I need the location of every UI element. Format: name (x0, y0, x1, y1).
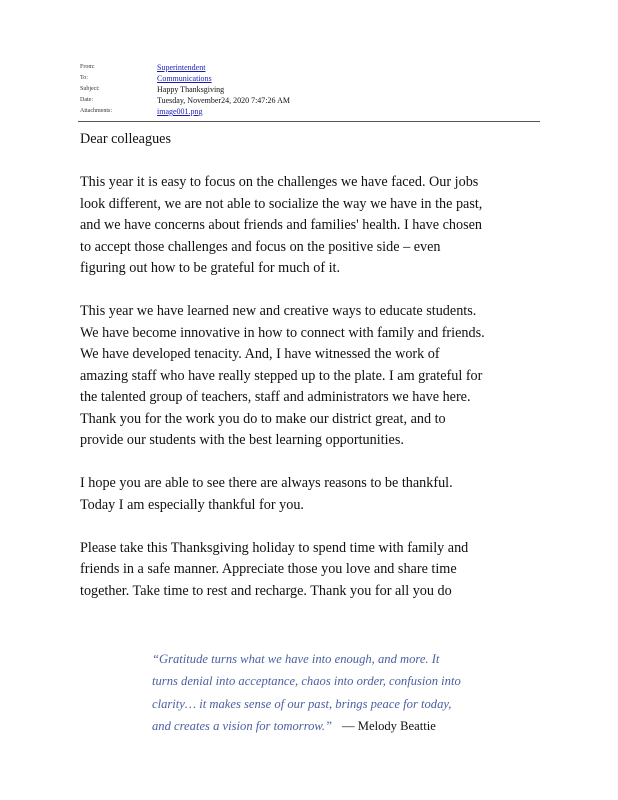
header-divider (78, 121, 540, 122)
subject-label: Subject: (80, 86, 100, 92)
text-line: This year we have learned new and creative ways to educate students. (80, 303, 477, 319)
greeting: Dear colleagues (80, 131, 171, 147)
header-row-date (80, 95, 290, 106)
quote-author: — Melody Beattie (342, 718, 436, 733)
date-label: Date: (80, 97, 93, 103)
paragraph-4 (80, 538, 550, 603)
quote-line: “Gratitude turns what we have into enough, and more. It (152, 652, 440, 666)
text-line: look different, we are not able to socialize the way we have in the past, (80, 195, 483, 212)
text-line: together. Take time to rest and recharge. Thank you for all you do (80, 582, 452, 599)
text-line: figuring out how to be grateful for much of it. (80, 260, 341, 276)
text-line: the talented group of teachers, staff and administrators we have here. (80, 389, 471, 405)
text-line: friends in a safe manner. Appreciate those you love and share time (80, 561, 457, 577)
header-row-attachments (80, 106, 290, 117)
text-line: Today I am especially thankful for you. (80, 496, 304, 513)
paragraph-2 (80, 301, 550, 452)
paragraph-1 (80, 172, 550, 280)
to-link[interactable]: Communications (157, 74, 212, 83)
text-line: I hope you are able to see there are always reasons to be thankful. (80, 475, 453, 491)
text-line: Thank you for the work you do to make our district great, and to (80, 410, 446, 427)
quote-line: turns denial into acceptance, chaos into order, confusion into (152, 674, 461, 689)
quote-text: and creates a vision for tomorrow.” (152, 718, 333, 733)
date-value: Tuesday, November24, 2020 7:47:26 AM (157, 96, 290, 105)
text-line: amazing staff who have really stepped up to the plate. I am grateful for (80, 367, 483, 384)
text-line: provide our students with the best learning opportunities. (80, 432, 404, 448)
from-label: From: (80, 64, 95, 70)
email-header (80, 62, 290, 117)
text-line: Please take this Thanksgiving holiday to spend time with family and (80, 539, 469, 556)
text-line: This year it is easy to focus on the challenges we have faced. Our jobs (80, 174, 479, 190)
quote-line-last (152, 715, 552, 737)
attachments-label: Attachments: (80, 108, 112, 114)
quote-line: clarity… it makes sense of our past, brings peace for today, (152, 696, 452, 711)
to-label: To: (80, 75, 88, 81)
text-line: and we have concerns about friends and families' health. I have chosen (80, 217, 483, 233)
header-row-to (80, 73, 290, 84)
header-row-subject (80, 84, 290, 95)
from-link[interactable]: Superintendent (157, 63, 206, 72)
attachment-link[interactable]: image001.png (157, 107, 203, 116)
text-line: We have become innovative in how to connect with family and friends. (80, 324, 485, 341)
text-line: We have developed tenacity. And, I have witnessed the work of (80, 346, 440, 362)
paragraph-3 (80, 473, 550, 516)
gratitude-quote (152, 648, 552, 737)
text-line: to accept those challenges and focus on the positive side – even (80, 238, 441, 255)
header-row-from (80, 62, 290, 73)
subject-value: Happy Thanksgiving (157, 85, 225, 94)
letter-body (80, 129, 550, 624)
